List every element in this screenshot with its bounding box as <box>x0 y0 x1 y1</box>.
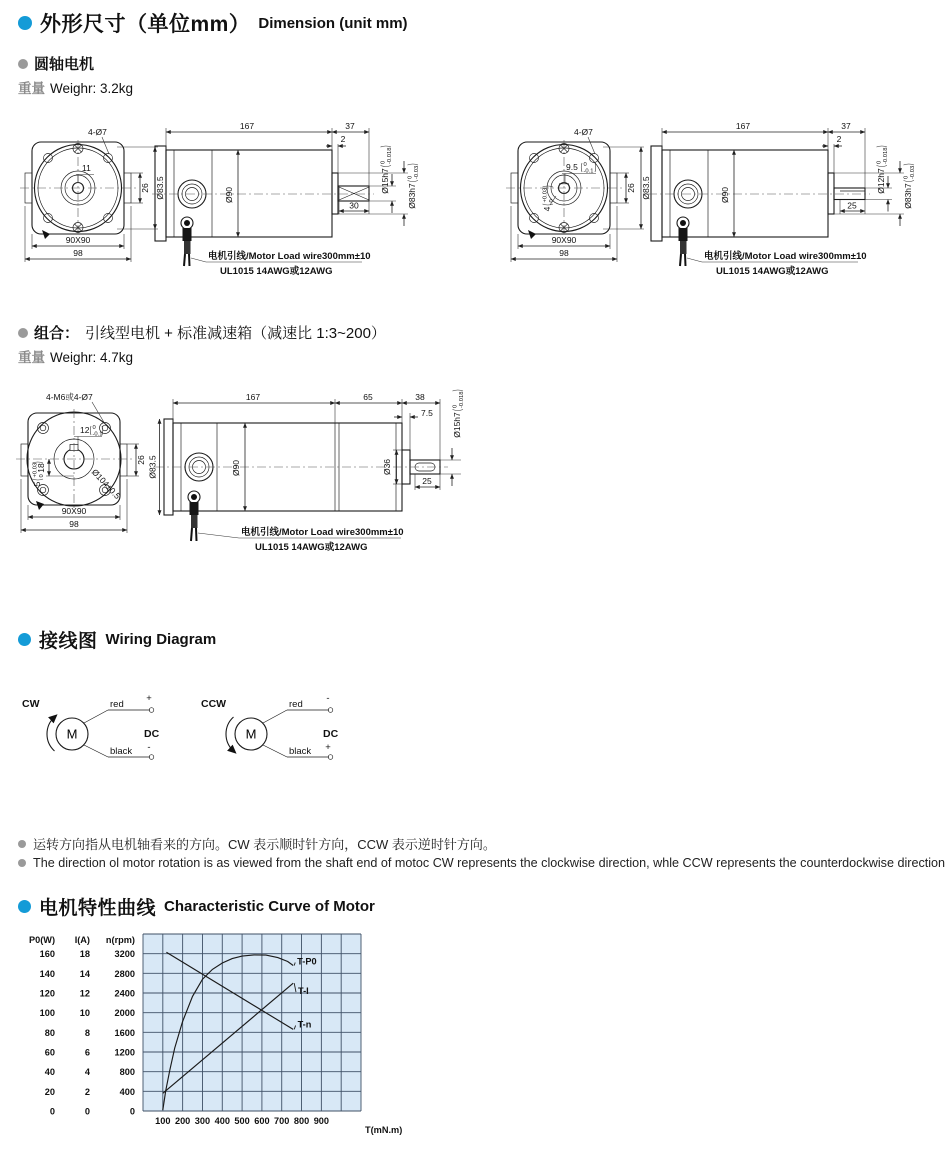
plot-background <box>143 934 361 1111</box>
note-en-text: The direction ol motor rotation is as viewed from the shaft end of motoc CW represents the clockwise direction, whle CCW represents the counterdockwise direction <box>33 856 946 870</box>
note-bullet-icon <box>18 859 26 867</box>
x-tick-label: 300 <box>194 1116 211 1126</box>
y-tick-label: 1200 <box>114 1047 135 1058</box>
motor1-front-view <box>12 110 170 272</box>
lead-wire <box>190 502 199 515</box>
motor2-front-shapes <box>506 140 622 239</box>
dim-boss-dia: Ø36 <box>382 458 392 476</box>
dim-shaft-length: 37 <box>345 121 355 131</box>
note-en <box>18 856 945 870</box>
gearmotor-side-view <box>147 383 493 573</box>
wire-spec-line2: UL1015 14AWG或12AWG <box>220 266 333 277</box>
dim-square: 90X90 <box>551 235 577 245</box>
tol-top: 0 <box>92 425 96 431</box>
dim-flat-depth: 9.5 <box>566 162 578 172</box>
ccw-top-wire-label: red <box>289 699 303 710</box>
dim-body-dia: Ø90 <box>720 186 730 204</box>
y-tick-label: 2400 <box>114 988 135 999</box>
section-wiring-header <box>18 626 216 653</box>
motor2-side-view <box>646 110 938 288</box>
y-tick-label: 12 <box>79 988 90 999</box>
dim-shaft-length: 38 <box>415 392 425 402</box>
lead-wire <box>679 228 688 241</box>
x-tick-label: 900 <box>313 1116 330 1126</box>
tol-top: 0 <box>380 160 387 164</box>
round-shaft-title: 圆轴电机 <box>34 56 95 73</box>
tol-top: 0 <box>876 160 883 164</box>
dim-shaft-dia: Ø12h7 <box>876 168 886 194</box>
dim-width: 98 <box>559 248 569 258</box>
y-tick-label: 140 <box>39 968 55 979</box>
x-tick-label: 700 <box>274 1116 290 1126</box>
curve-title-en: Characteristic Curve of Motor <box>164 898 375 915</box>
x-tick-label: 400 <box>214 1116 230 1126</box>
dim-holes: 4-Ø7 <box>574 127 593 137</box>
dim-step: 2 <box>836 134 842 144</box>
dim-flat-length: 25 <box>422 476 432 486</box>
tol-top: 0 <box>452 404 459 408</box>
y-tick-label: 2800 <box>114 968 135 979</box>
wire-spec-line2: UL1015 14AWG或12AWG <box>255 542 368 553</box>
dim-shaft-dia: Ø15h7 <box>452 412 462 438</box>
motor1-front-shapes <box>20 140 136 239</box>
weight-value: Weighr: 3.2kg <box>50 81 134 96</box>
ccw-top-terminal: - <box>326 693 330 704</box>
dim-circle-dia: Ø104±0.5 <box>89 466 123 501</box>
motor1-side-view <box>150 110 442 288</box>
y-tick-label: 0 <box>129 1106 135 1117</box>
motor1-side-dimensions <box>166 121 420 277</box>
dim-body-length: 167 <box>245 392 261 402</box>
tol-top: 0 <box>407 175 414 179</box>
characteristic-curve-chart <box>18 928 448 1151</box>
series-label: T-P0 <box>297 956 317 967</box>
y-tick-label: 4 <box>84 1067 90 1078</box>
y-tick-label: 60 <box>44 1047 55 1058</box>
y-tick-label: 10 <box>79 1008 90 1019</box>
cw-rotation-arrow <box>47 717 55 751</box>
lead-wire <box>183 228 192 241</box>
motor2-front-view <box>498 110 656 272</box>
dim-body-length: 167 <box>735 121 751 131</box>
cw-label: CW <box>22 698 40 710</box>
y-tick-label: 18 <box>79 949 90 960</box>
motor-symbol: M <box>66 726 78 742</box>
section-bullet-icon <box>18 900 31 913</box>
motor2-front-dimensions <box>511 127 651 262</box>
dim-tab: 26 <box>626 183 636 193</box>
y-tick-label: 2 <box>84 1086 90 1097</box>
x-axis-title: T(mN.m) <box>365 1125 403 1135</box>
pilot-dia-label <box>903 164 916 209</box>
y-tick-label: 80 <box>44 1027 55 1038</box>
weight-label: 重量 <box>18 81 45 96</box>
tol-top: 0 <box>583 162 587 168</box>
y-tick-label: 6 <box>84 1047 90 1058</box>
wiring-title-zh: 接线图 <box>39 631 98 652</box>
motor1-front-dimensions <box>25 127 165 262</box>
x-tick-label: 200 <box>174 1116 191 1126</box>
y-tick-label: 40 <box>44 1067 55 1078</box>
cw-top-wire-label: red <box>110 699 124 710</box>
ccw-rotation-arrow <box>226 717 234 751</box>
y-axis-title: P0(W) <box>28 935 55 945</box>
wiring-ccw <box>201 693 339 759</box>
dim-tab: 26 <box>136 455 146 465</box>
dim-flat-length: 30 <box>349 200 359 211</box>
dim-body-dia: Ø90 <box>224 186 234 204</box>
weight-label: 重量 <box>18 350 45 365</box>
x-tick-label: 600 <box>254 1116 270 1126</box>
y-tick-label: 0 <box>49 1106 55 1117</box>
y-tick-label: 8 <box>84 1027 90 1038</box>
tol-bot: -0.03 <box>910 165 916 179</box>
series-label: T-I <box>297 986 309 997</box>
sub-bullet-icon <box>18 59 28 69</box>
cw-supply-label: DC <box>144 728 160 740</box>
note-zh-text: 运转方向指从电机轴看来的方向。CW 表示顺时针方向，CCW 表示逆时针方向。 <box>33 837 496 852</box>
dim-shaft: 12 <box>80 425 90 435</box>
dim-width: 98 <box>69 519 79 529</box>
round-shaft-subheader <box>18 53 94 74</box>
dim-tab: 26 <box>140 183 150 193</box>
tol-bot: -0.018 <box>459 391 465 408</box>
dim-flat-length: 25 <box>847 200 857 211</box>
dim-key-width: 5 <box>32 481 42 487</box>
wiring-cw <box>22 693 160 759</box>
dim-flange: Ø83.5 <box>155 176 165 200</box>
dim-holes: 4-Ø7 <box>88 127 107 137</box>
dim-body-length: 167 <box>239 121 255 131</box>
y-tick-label: 0 <box>84 1106 90 1117</box>
dim-flange-dia: Ø83.5 <box>147 455 158 479</box>
section-dimension-header <box>18 8 408 38</box>
y-tick-label: 800 <box>119 1067 135 1078</box>
y-axis-title: I(A) <box>74 935 90 945</box>
ccw-bot-wire-label: black <box>289 746 312 757</box>
combo-title: 组合： <box>34 325 80 342</box>
y-tick-label: 2000 <box>114 1008 135 1019</box>
dim-pilot-dia: Ø83h7 <box>903 183 913 209</box>
dim-shaft: 11 <box>82 163 91 173</box>
wire-spec-line1: 电机引线/Motor Load wire300mm±10 <box>241 527 404 538</box>
dim-shaft-dia: Ø15h7 <box>380 168 390 194</box>
y-tick-label: 20 <box>44 1086 55 1097</box>
combo-desc: 引线型电机 + 标准减速箱（减速比 1:3~200） <box>85 325 386 342</box>
wire-spec-line2: UL1015 14AWG或12AWG <box>716 266 829 277</box>
dim-holes: 4-M6或4-Ø7 <box>46 392 93 402</box>
dim-step: 2 <box>340 134 346 144</box>
curve-title-zh: 电机特性曲线 <box>39 898 157 919</box>
y-tick-label: 1600 <box>114 1027 135 1038</box>
motor2-side-shapes <box>648 146 870 266</box>
dim-boss-length: 7.5 <box>421 408 433 418</box>
combo-subheader <box>18 322 386 343</box>
round-shaft-weight <box>18 77 133 97</box>
dim-pilot-dia: Ø83h7 <box>407 183 417 209</box>
y-tick-label: 160 <box>39 949 55 960</box>
x-tick-label: 800 <box>293 1116 310 1126</box>
combo-weight <box>18 346 133 366</box>
y-tick-label: 400 <box>119 1086 135 1097</box>
tol-bot: -0.03 <box>414 165 420 179</box>
ccw-bot-terminal: + <box>325 742 331 753</box>
tol-bot: -0.018 <box>387 147 393 164</box>
y-tick-label: 3200 <box>114 949 135 960</box>
section-title-en: Dimension (unit mm) <box>258 14 408 32</box>
wiring-diagram <box>10 690 355 774</box>
tol-bot: 0 <box>549 199 555 203</box>
sub-bullet-icon <box>18 328 28 338</box>
section-curve-header <box>18 893 375 920</box>
dim-gear-length: 65 <box>363 392 373 402</box>
keyway-width-label <box>542 186 555 211</box>
series-label: T-n <box>297 1019 312 1030</box>
section-bullet-icon <box>18 633 31 646</box>
tol-bot: 0 <box>39 474 45 478</box>
tol-top: 0 <box>903 175 910 179</box>
tol-top: +0.03 <box>542 187 549 203</box>
x-tick-label: 100 <box>155 1116 171 1126</box>
y-tick-label: 14 <box>79 968 90 979</box>
wire-spec-line1: 电机引线/Motor Load wire300mm±10 <box>704 251 867 262</box>
y-axis-title: n(rpm) <box>105 935 135 945</box>
dim-square: 90X90 <box>65 235 91 245</box>
note-zh <box>18 834 496 853</box>
wiring-title-en: Wiring Diagram <box>105 631 217 648</box>
tol-bot: -0.018 <box>883 147 889 164</box>
tol-bot: -0.1 <box>92 431 103 438</box>
dim-hub: 18 <box>36 463 46 473</box>
dim-body-dia: Ø90 <box>231 459 241 477</box>
dim-flange: Ø83.5 <box>641 176 651 200</box>
ccw-label: CCW <box>201 698 227 710</box>
gearmotor-front-view <box>8 383 168 545</box>
tol-top: +0.03 <box>32 462 39 478</box>
weight-value: Weighr: 4.7kg <box>50 350 134 365</box>
shaft-dia-label <box>876 146 889 194</box>
motor2-side-dimensions <box>662 121 916 277</box>
dim-key-width: 4 <box>542 206 552 212</box>
y-tick-label: 120 <box>39 988 55 999</box>
x-tick-label: 500 <box>234 1116 250 1126</box>
shaft-dia-label <box>380 146 393 194</box>
y-tick-label: 100 <box>39 1008 55 1019</box>
ccw-supply-label: DC <box>323 728 339 740</box>
section-bullet-icon <box>18 16 32 30</box>
gearmotor-side-shapes <box>155 419 448 541</box>
shaft-dia-label <box>452 390 465 438</box>
dim-shaft-length: 37 <box>841 121 851 131</box>
wire-spec-line1: 电机引线/Motor Load wire300mm±10 <box>208 251 371 262</box>
motor1-side-shapes <box>152 146 374 266</box>
dim-square: 90X90 <box>61 506 87 516</box>
motor-symbol: M <box>245 726 257 742</box>
pilot-dia-label <box>407 164 420 209</box>
note-bullet-icon <box>18 840 26 848</box>
section-title-zh: 外形尺寸（单位mm） <box>40 13 251 36</box>
cw-top-terminal: + <box>146 693 152 704</box>
cw-bot-wire-label: black <box>110 746 133 757</box>
dim-width: 98 <box>73 248 83 258</box>
cw-bot-terminal: - <box>147 742 151 753</box>
tol-bot: -0.1 <box>583 168 594 175</box>
